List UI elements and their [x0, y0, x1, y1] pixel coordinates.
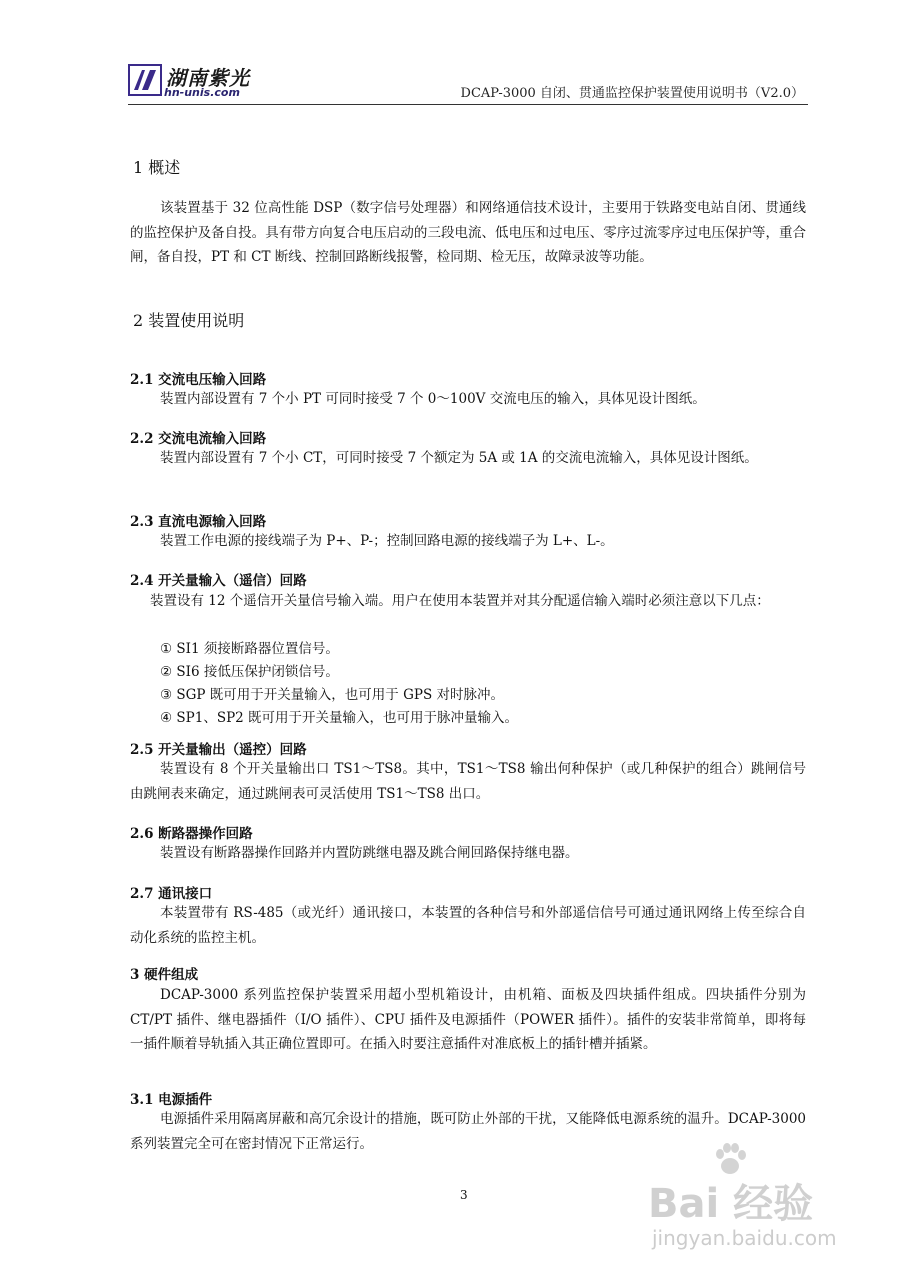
section-2-heading: 2 装置使用说明 — [133, 311, 245, 330]
section-2-4-body: 装置设有 12 个遥信开关量信号输入端。用户在使用本装置并对其分配遥信输入端时必须注意以下几点： — [150, 593, 770, 609]
section-2-7-body: 本装置带有 RS-485（或光纤）通讯接口，本装置的各种信号和外部遥信信号可通过通讯网络上传至综合自动化系统的监控主机。 — [130, 905, 806, 946]
section-2-5-body: 装置设有 8 个开关量输出口 TS1～TS8。其中，TS1～TS8 输出何种保护（或几种保护的组合）跳闸信号由跳闸表来确定，通过跳闸表可灵活使用 TS1～TS8 出口。 — [130, 761, 806, 802]
section-2-2-heading: 2.2 交流电流输入回路 — [130, 431, 267, 447]
list-item: ② SI6 接低压保护闭锁信号。 — [160, 664, 339, 680]
logo-url: hn-unis.com — [164, 86, 240, 99]
baidu-watermark — [648, 1142, 858, 1262]
section-2-4-heading: 2.4 开关量输入（遥信）回路 — [130, 573, 307, 589]
document-title: DCAP-3000 自闭、贯通监控保护装置使用说明书（V2.0） — [460, 86, 804, 101]
page-header — [128, 58, 808, 104]
list-item: ① SI1 须接断路器位置信号。 — [160, 641, 339, 657]
section-1-heading: 1 概述 — [133, 158, 181, 177]
logo-text: 湖南紫光 — [166, 66, 250, 90]
watermark-brand: Bai 经验 — [648, 1181, 814, 1227]
section-2-1-body: 装置内部设置有 7 个小 PT 可同时接受 7 个 0～100V 交流电压的输入，具体见设计图纸。 — [160, 391, 706, 407]
section-2-6-body: 装置设有断路器操作回路并内置防跳继电器及跳合闸回路保持继电器。 — [160, 845, 579, 861]
section-3-heading: 3 硬件组成 — [130, 967, 199, 983]
company-logo — [128, 64, 278, 100]
section-2-6-heading: 2.6 断路器操作回路 — [130, 826, 253, 842]
section-2-2-body: 装置内部设置有 7 个小 CT，可同时接受 7 个额定为 5A 或 1A 的交流电流输入，具体见设计图纸。 — [160, 450, 758, 466]
list-item: ④ SP1、SP2 既可用于开关量输入，也可用于脉冲量输入。 — [160, 710, 519, 726]
header-divider — [128, 104, 808, 105]
section-3-body: DCAP-3000 系列监控保护装置采用超小型机箱设计，由机箱、面板及四块插件组成。四块插件分别为 CT/PT 插件、继电器插件（I/O 插件）、CPU 插件及电源插件（POWER 插件）。插件的安装非常简单，即将每一插件顺着导轨插入其正确位置即可。在插入时要注意插件对准底板上的插针槽并插紧。 — [130, 987, 806, 1052]
section-3-1-heading: 3.1 电源插件 — [130, 1092, 213, 1108]
section-2-3-heading: 2.3 直流电源输入回路 — [130, 514, 267, 530]
watermark-url: jingyan.baidu.com — [652, 1226, 837, 1250]
section-2-7-heading: 2.7 通讯接口 — [130, 886, 213, 902]
section-2-1-heading: 2.1 交流电压输入回路 — [130, 372, 267, 388]
page-number: 3 — [460, 1188, 468, 1202]
company-logo-icon — [128, 64, 162, 96]
section-2-3-body: 装置工作电源的接线端子为 P+、P-；控制回路电源的接线端子为 L+、L-。 — [160, 533, 614, 549]
section-3-1-body: 电源插件采用隔离屏蔽和高冗余设计的措施，既可防止外部的干扰，又能降低电源系统的温升。DCAP-3000 系列装置完全可在密封情况下正常运行。 — [130, 1111, 806, 1152]
section-1-body: 该装置基于 32 位高性能 DSP（数字信号处理器）和网络通信技术设计，主要用于铁路变电站自闭、贯通线的监控保护及备自投。具有带方向复合电压启动的三段电流、低电压和过电压、零序过流零序过电压保护等，重合闸，备自投，PT 和 CT 断线、控制回路断线报警，检同期、检无压，故障录波等功能。 — [130, 200, 806, 265]
section-2-5-heading: 2.5 开关量输出（遥控）回路 — [130, 742, 307, 758]
list-item: ③ SGP 既可用于开关量输入，也可用于 GPS 对时脉冲。 — [160, 687, 504, 703]
